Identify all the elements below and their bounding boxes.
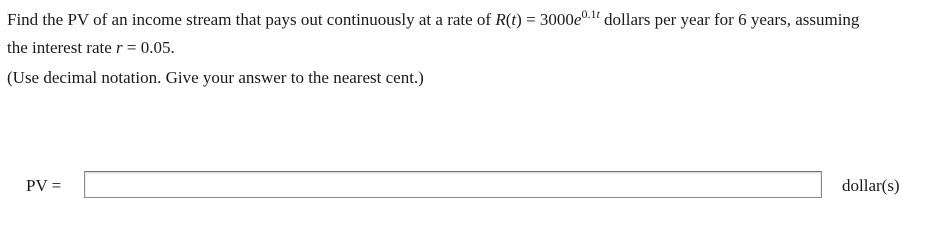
rate-base: e bbox=[573, 10, 582, 29]
interest-prefix: the interest rate bbox=[7, 38, 117, 57]
interest-variable: r bbox=[116, 38, 123, 57]
unit-label: dollar(s) bbox=[842, 176, 900, 195]
rate-function-variable: t bbox=[511, 10, 517, 29]
question-intro: Find the PV of an income stream that pays out continuously at a rate of bbox=[7, 10, 496, 29]
question-line-1: Find the PV of an income stream that pays out continuously at a rate of $R(t) = 3000e^{0.1t}$ dollars per year for 6 years, assuming bbox=[7, 7, 860, 29]
question-tail: dollars per year for 6 years, assuming bbox=[599, 10, 860, 29]
rate-exponent-number: 0.1 bbox=[581, 7, 597, 21]
rate-exponent bbox=[581, 7, 599, 21]
rate-function-name: R bbox=[495, 10, 506, 29]
answer-instructions: (Use decimal notation. Give your answer to the nearest cent.) bbox=[7, 68, 424, 87]
pv-label: PV = bbox=[26, 176, 62, 195]
rate-equation: = 3000 bbox=[521, 10, 574, 29]
question-line-2 bbox=[7, 34, 927, 62]
question-text bbox=[7, 6, 927, 62]
interest-value: = 0.05. bbox=[122, 38, 175, 57]
pv-answer-input[interactable] bbox=[84, 171, 822, 198]
rate-exponent-variable: t bbox=[596, 7, 600, 21]
